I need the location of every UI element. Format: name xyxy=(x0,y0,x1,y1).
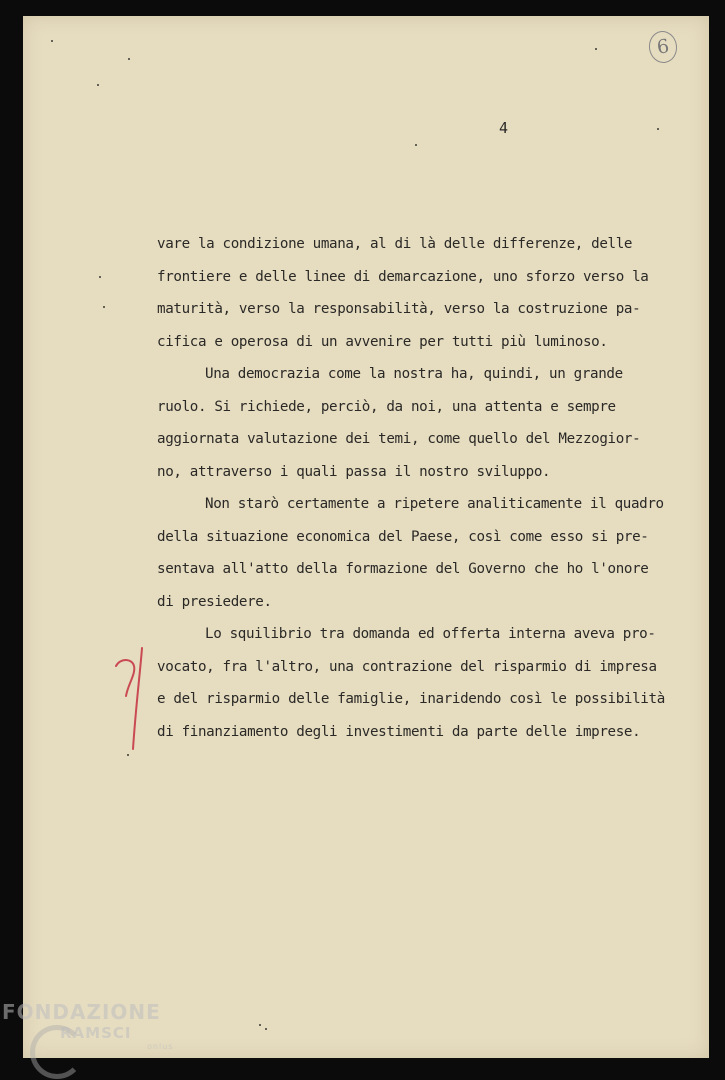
paper-speck xyxy=(259,1024,261,1026)
text-line: aggiornata valutazione dei temi, come quello del Mezzogior- xyxy=(157,431,641,447)
text-line: sentava all'atto della formazione del Governo che ho l'onore xyxy=(157,561,649,577)
paper-speck xyxy=(99,276,101,278)
paper-speck xyxy=(657,128,659,130)
text-line: Non starò certamente a ripetere analiticamente il quadro xyxy=(205,496,664,512)
text-line: maturità, verso la responsabilità, verso la costruzione pa- xyxy=(157,301,641,317)
watermark-line: onlus xyxy=(147,1042,174,1051)
paper-speck xyxy=(127,754,129,756)
paper-speck xyxy=(415,144,417,146)
archive-page-mark: 6 xyxy=(647,29,679,65)
text-line: frontiere e delle linee di demarcazione, uno sforzo verso la xyxy=(157,268,649,285)
text-line: Una democrazia come la nostra ha, quindi, un grande xyxy=(205,366,623,382)
paper-speck xyxy=(265,1028,267,1030)
red-pencil-mark xyxy=(108,644,148,754)
foundation-watermark xyxy=(2,1000,173,1052)
paper-speck xyxy=(97,84,99,86)
paper-speck xyxy=(595,48,597,50)
typewritten-page xyxy=(23,16,709,1058)
watermark-line: FONDAZIONE xyxy=(2,1000,161,1024)
text-line: di presiedere. xyxy=(157,593,272,610)
page-number: 4 xyxy=(499,119,509,137)
text-line: e del risparmio delle famiglie, inaridendo così le possibilità xyxy=(157,691,665,707)
paper-speck xyxy=(51,40,53,42)
paper-speck xyxy=(128,58,130,60)
text-line: cifica e operosa di un avvenire per tutti più luminoso. xyxy=(157,333,608,350)
paper-speck xyxy=(103,306,105,308)
text-line: vocato, fra l'altro, una contrazione del risparmio di impresa xyxy=(157,658,657,675)
text-line: di finanziamento degli investimenti da parte delle imprese. xyxy=(157,723,641,740)
text-line: ruolo. Si richiede, perciò, da noi, una attenta e sempre xyxy=(157,398,616,415)
text-line: no, attraverso i quali passa il nostro sviluppo. xyxy=(157,463,551,480)
text-line: vare la condizione umana, al di là delle differenze, delle xyxy=(157,236,633,252)
text-line: Lo squilibrio tra domanda ed offerta interna aveva pro- xyxy=(205,626,656,642)
text-line: della situazione economica del Paese, così come esso si pre- xyxy=(157,528,649,545)
body-text xyxy=(157,228,687,748)
watermark-line: RAMSCI xyxy=(60,1024,132,1042)
